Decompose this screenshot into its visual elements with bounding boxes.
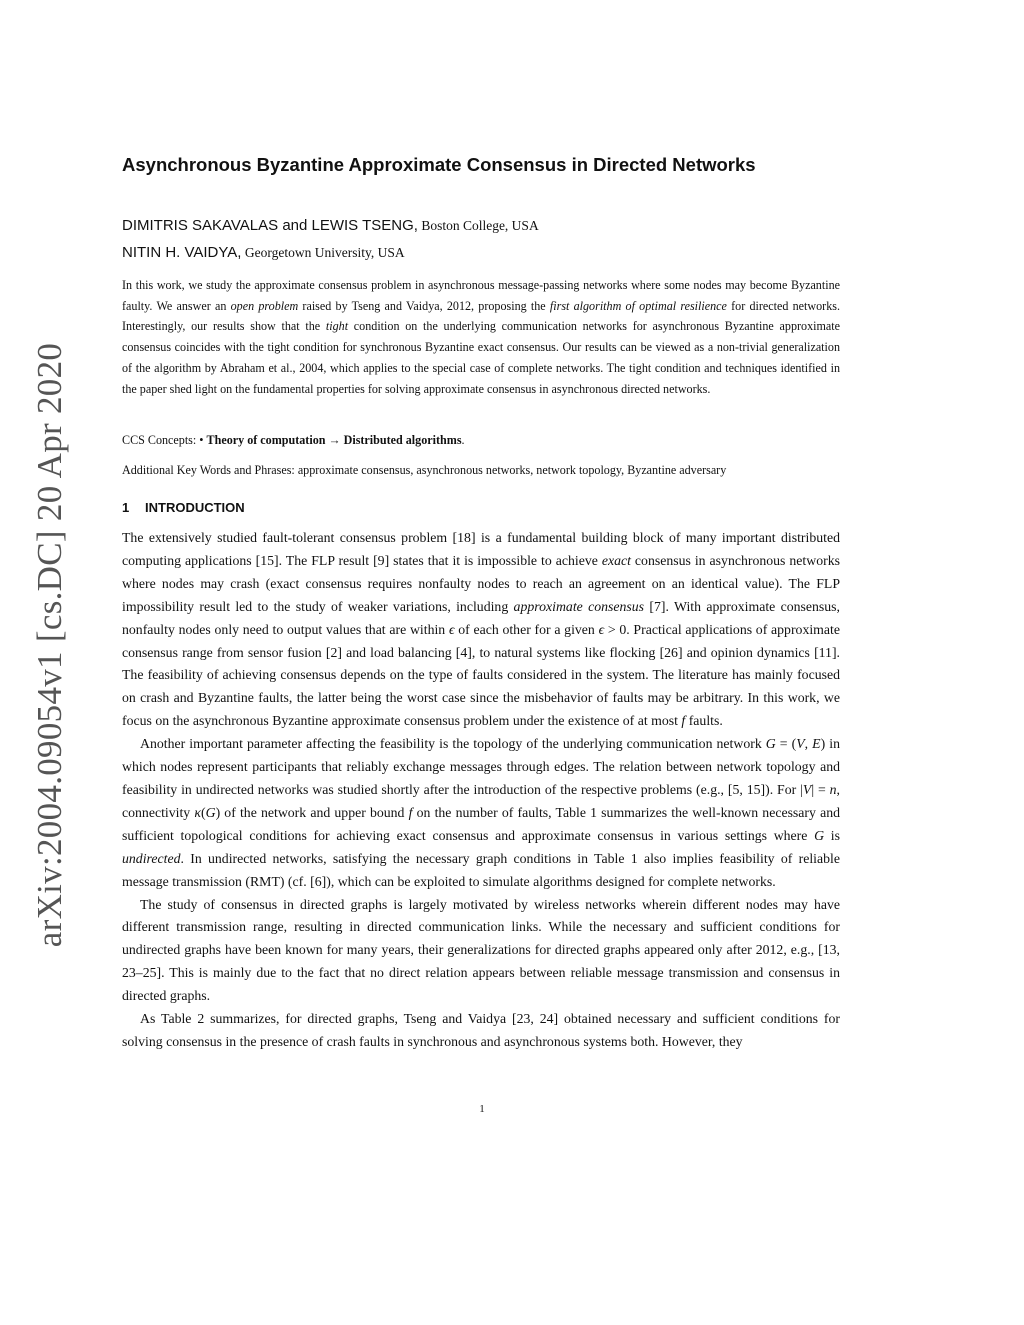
paragraph-2 — [122, 733, 840, 893]
affiliation-1: Boston College, USA — [417, 218, 539, 233]
ccs-prefix: CCS Concepts: • — [122, 433, 207, 447]
math-symbol: κ — [194, 804, 201, 820]
math-symbol: f — [408, 804, 413, 820]
math-symbol: V — [802, 781, 812, 797]
math-symbol: f — [681, 713, 686, 729]
author-names-2: NITIN H. VAIDYA, — [122, 244, 242, 261]
ccs-end: . — [461, 433, 465, 447]
author-line-2 — [122, 239, 840, 266]
text: Another important parameter affecting the feasibility is the topology of the underlying communication network — [140, 736, 766, 752]
text: , — [804, 736, 813, 752]
abstract — [122, 275, 840, 399]
ccs-subconcept: Distributed algorithms — [343, 433, 462, 447]
emphasis: exact — [601, 552, 631, 568]
text: faults. — [685, 713, 723, 729]
math-symbol: ϵ — [598, 621, 605, 637]
text: ) of the network and upper bound — [215, 804, 409, 820]
section-number: 1 — [122, 500, 130, 515]
text: = ( — [775, 736, 797, 752]
paper-title: Asynchronous Byzantine Approximate Consensus in Directed Networks — [122, 154, 756, 175]
author-names-1: DIMITRIS SAKAVALAS and LEWIS TSENG, — [122, 217, 418, 234]
math-symbol: G — [765, 736, 776, 752]
text: ( — [200, 804, 206, 820]
author-block — [122, 212, 840, 266]
math-symbol: E — [812, 736, 821, 752]
abstract-emphasis: tight — [325, 319, 349, 334]
text: of each other for a given — [454, 621, 599, 637]
text: ) in which nodes represent participants that reliably exchange messages through edges. The relation between network topology and feasibility in undirected networks was studied shortly after the introduction of the respective problems (e.g., [5, 15]). For | — [122, 736, 840, 797]
text: > 0. Practical applications of approximate consensus range from sensor fusion [2] and load balancing [4], to natural systems like flocking [26] and opinion dynamics [11]. The feasibility of achieving consensus depends on the type of faults considered in the system. The literature has mainly focused on crash and Byzantine faults, the latter being the worst case since the misbehavior of faults may be arbitrary. In this work, we focus on the asynchronous Byzantine approximate consensus problem under the existence of at most — [122, 621, 840, 729]
text: [7]. With approximate consensus, nonfaulty nodes only need to output values that are within — [122, 598, 841, 637]
math-symbol: ϵ — [448, 621, 455, 637]
body-text — [122, 527, 840, 1054]
arxiv-stamp — [30, 342, 70, 948]
text: The extensively studied fault-tolerant consensus problem [18] is a fundamental building block of many important distributed computing applications [15]. The FLP result [9] states that it is impossible to achieve — [122, 530, 840, 568]
section-heading — [122, 500, 245, 515]
arxiv-stamp-text: arXiv:2004.09054v1 [cs.DC] 20 Apr 2020 — [30, 342, 69, 948]
math-symbol: n — [829, 781, 837, 797]
math-symbol: G — [205, 804, 216, 820]
page-number: 1 — [479, 1103, 485, 1115]
abstract-text: raised by Tseng and Vaidya, 2012, proposing the — [298, 298, 550, 313]
math-symbol: G — [814, 827, 825, 843]
text: , connectivity — [122, 781, 840, 820]
abstract-emphasis: open problem — [230, 298, 299, 313]
paragraph-4: As Table 2 summarizes, for directed graphs, Tseng and Vaidya [23, 24] obtained necessary and sufficient conditions for solving consensus in the presence of crash faults in synchronous and asynchronous systems both. However, they — [122, 1011, 840, 1049]
affiliation-2: Georgetown University, USA — [241, 245, 405, 260]
abstract-emphasis: first algorithm of optimal resilience — [549, 298, 727, 313]
paragraph-3: The study of consensus in directed graphs is largely motivated by wireless networks wherein different nodes may have different transmission range, resulting in directed communication links. While the necessary and sufficient conditions for undirected graphs have been known for many years, their generalizations for directed graphs appeared only after 2012, e.g., [13, 23–25]. This is mainly due to the fact that no direct relation appears between reliable message transmission and consensus in directed graphs. — [122, 896, 840, 1004]
math-symbol: V — [796, 736, 805, 752]
abstract-text: condition on the underlying communication networks for asynchronous Byzantine approximate consensus coincides with the tight condition for synchronous Byzantine exact consensus. Our results can be viewed as a non-trivial generalization of the algorithm by Abraham et al., 2004, which applies to the special case of complete networks. The tight condition and techniques identified in the paper shed light on the fundamental properties for solving approximate consensus in asynchronous directed networks. — [122, 319, 840, 396]
text: is — [824, 827, 840, 843]
ccs-concept: Theory of computation — [206, 433, 326, 447]
paragraph-1 — [122, 527, 840, 733]
abstract-text: In this work, we study the approximate consensus problem in asynchronous message-passing networks where some nodes may become Byzantine faulty. We answer an — [122, 278, 840, 313]
emphasis: approximate consensus — [513, 598, 645, 614]
text: | = — [811, 781, 830, 797]
ccs-arrow: → — [325, 433, 344, 447]
abstract-text: for directed networks. Interestingly, our results show that the — [122, 298, 840, 334]
text: consensus in asynchronous networks where nodes may crash (exact consensus requires nonfaulty nodes to reach an agreement on an identical value). The FLP impossibility result led to the study of weaker variations, including — [122, 552, 840, 614]
section-title: INTRODUCTION — [145, 500, 245, 515]
emphasis: undirected — [122, 850, 181, 866]
keywords: Additional Key Words and Phrases: approximate consensus, asynchronous networks, network topology, Byzantine adversary — [122, 463, 727, 477]
ccs-concepts — [122, 430, 840, 450]
text: . In undirected networks, satisfying the necessary graph conditions in Table 1 also implies feasibility of reliable message transmission (RMT) (cf. [6]), which can be exploited to simulate algorithms designed for complete networks. — [122, 850, 840, 889]
author-line-1 — [122, 212, 840, 239]
text: on the number of faults, Table 1 summarizes the well-known necessary and sufficient topological conditions for achieving exact consensus and approximate consensus in various settings where — [122, 804, 840, 843]
